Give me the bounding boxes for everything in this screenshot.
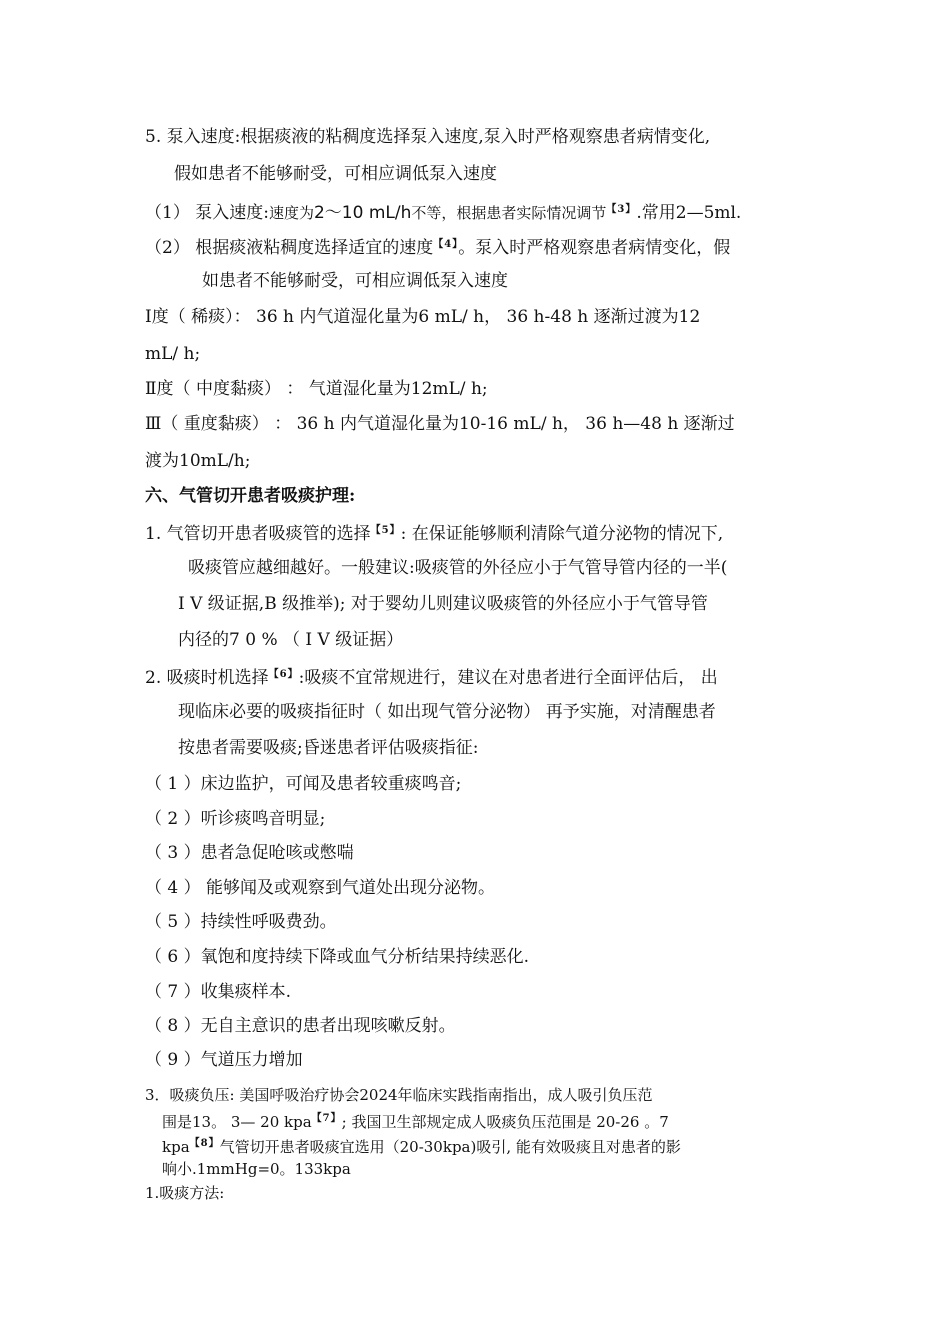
sub-item-2-viscosity [145, 234, 730, 259]
item-5-pump-speed: 5. 泵入速度:根据痰液的粘稠度选择泵入速度,泵入时严格观察患者病情变化, [145, 127, 711, 147]
grade-3-continuation: 渡为10mL/h; [145, 451, 251, 471]
reference-8: 【8】 [189, 1138, 220, 1149]
item-2-text: 2. 吸痰时机选择 [145, 668, 269, 688]
common-speed: .常用2—5ml. [636, 203, 742, 223]
indication-4: （ 4 ） 能够闻及或观察到气道处出现分泌物。 [145, 878, 496, 898]
indication-6: （ 6 ）氧饱和度持续下降或血气分析结果持续恶化. [145, 947, 530, 967]
item-2-continuation-1: 现临床必要的吸痰指征时（ 如出现气管分泌物） 再予实施，对清醒患者 [178, 702, 716, 722]
indication-8: （ 8 ）无自主意识的患者出现咳嗽反射。 [145, 1016, 456, 1036]
item-2-continuation-2: 按患者需要吸痰;昏迷患者评估吸痰指征: [178, 738, 479, 758]
indication-7: （ 7 ）收集痰样本. [145, 982, 292, 1002]
grade-1-continuation: mL/ h; [145, 344, 201, 364]
grade-2-line: Ⅱ度（ 中度黏痰） ： 气道湿化量为12mL/ h; [145, 379, 488, 399]
indication-1: （ 1 ）床边监护，可闻及患者较重痰鸣音; [145, 774, 462, 794]
pressure-unit: kpa [162, 1138, 190, 1156]
grade-3-line: Ⅲ（ 重度黏痰） ： 36 h 内气道湿化量为10-16 mL/ h， 36 h—48 h 逐渐过 [145, 414, 735, 434]
reference-6: 【6】 [268, 669, 299, 680]
grade-1-line: Ⅰ度（ 稀痰）： 36 h 内气道湿化量为6 mL/ h， 36 h-48 h 逐渐过渡为12 [145, 307, 701, 327]
item-1-tail: : 在保证能够顺利清除气道分泌物的情况下, [400, 524, 724, 544]
national-standard: ; 我国卫生部规定成人吸痰负压范围是 20-26 。7 [341, 1113, 669, 1131]
item-1-continuation-2: Ⅰ Ⅴ 级证据,B 级推举); 对于婴幼儿则建议吸痰管的外径应小于气管导管 [178, 594, 708, 614]
sub-item-2-tail: 。泵入时严格观察患者病情变化，假 [458, 238, 731, 258]
item-2-tail: :吸痰不宜常规进行，建议在对患者进行全面评估后， 出 [298, 668, 718, 688]
pressure-range: 围是13。 3— 20 kpa [162, 1113, 312, 1131]
reference-4: 【4】 [433, 239, 459, 250]
speed-text: 速度为 [268, 204, 314, 222]
item-1-text: 1. 气管切开患者吸痰管的选择 [145, 524, 371, 544]
indication-5: （ 5 ）持续性呼吸费劲。 [145, 912, 337, 932]
item-1-catheter-selection [145, 520, 723, 545]
reference-7: 【7】 [311, 1113, 342, 1124]
sub-item-2-text: （2） 根据痰液粘稠度选择适宜的速度 [145, 238, 434, 258]
item-3-continuation-1 [162, 1108, 669, 1133]
section-heading-6: 六、气管切开患者吸痰护理: [145, 486, 356, 506]
recommended-pressure: 气管切开患者吸痰宜选用（20-30kpa)吸引, 能有效吸痰且对患者的影 [219, 1138, 681, 1156]
reference-3: 【3】 [606, 204, 637, 215]
indication-9: （ 9 ）气道压力增加 [145, 1050, 303, 1070]
indication-3: （ 3 ）患者急促呛咳或憋喘 [145, 843, 354, 863]
indication-2: （ 2 ）听诊痰鸣音明显; [145, 809, 326, 829]
item-2-suction-timing [145, 664, 718, 689]
sub-item-2-continuation: 如患者不能够耐受，可相应调低泵入速度 [202, 271, 508, 291]
suction-method-heading: 1.吸痰方法: [145, 1184, 225, 1202]
reference-5: 【5】 [370, 525, 401, 536]
item-3-continuation-2 [162, 1133, 681, 1158]
item-1-continuation-1: 吸痰管应越细越好。一般建议:吸痰管的外径应小于气管导管内径的一半( [188, 558, 728, 578]
item-1-continuation-3: 内径的7 0 % （ Ⅰ Ⅴ 级证据） [178, 630, 404, 650]
speed-range: 2～10 mL/h [313, 203, 412, 223]
sub-item-1-label: （1） 泵入速度: [145, 203, 269, 223]
unit-conversion: 响小.1mmHg=0。133kpa [162, 1160, 351, 1178]
speed-note: 不等，根据患者实际情况调节 [411, 204, 607, 222]
item-3-negative-pressure: 3．吸痰负压: 美国呼吸治疗协会2024年临床实践指南指出，成人吸引负压范 [145, 1086, 653, 1104]
item-5-continuation: 假如患者不能够耐受，可相应调低泵入速度 [174, 164, 497, 184]
sub-item-1-pump-speed [145, 199, 741, 224]
